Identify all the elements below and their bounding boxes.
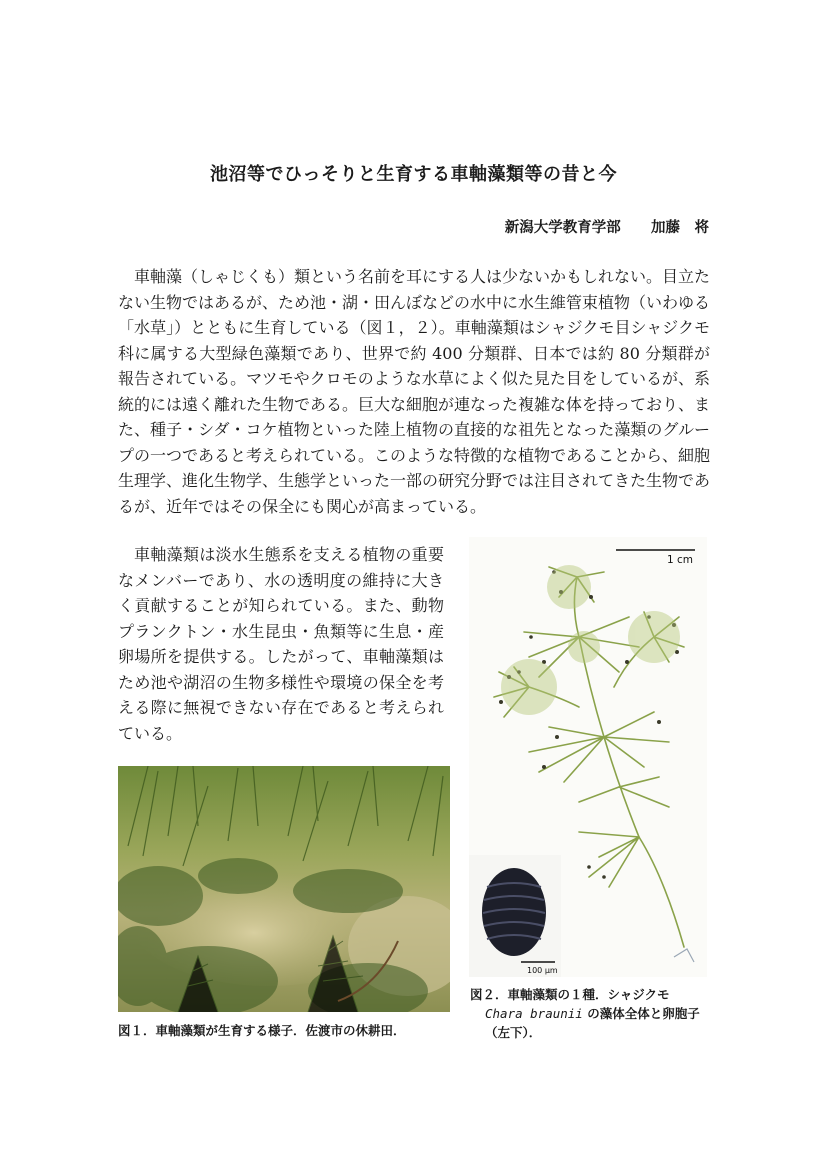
species-name: Chara braunii <box>485 1006 583 1021</box>
figure-1-photo <box>118 766 450 1012</box>
body-paragraph-1: 車軸藻（しゃじくも）類という名前を耳にする人は少ないかもしれない。目立たない生物ではあるが、ため池・湖・田んぼなどの水中に水生維管束植物（いわゆる「水草」）とともに生育している（図１，２）。車軸藻類はシャジクモ目シャジクモ科に属する大型緑色藻類であり、世界で約 400 分類群、日本では約 80 分類群が報告されている。マツモやクロモのような水草によく似た見た目をしているが、系統的には遠く離れた生物である。巨大な細胞が連なった複雑な体を持っており、また、種子・シダ・コケ植物といった陸上植物の直接的な祖先となった藻類のグループの一つであると考えられている。このような特徴的な植物であることから、細胞生理学、進化生物学、生態学といった一部の研究分野では注目されてきた生物であるが、近年ではその保全にも関心が高まっている。 <box>118 267 711 516</box>
figure-2-caption <box>470 985 710 1042</box>
figure-2-specimen <box>469 537 707 977</box>
author-name: 加藤 将 <box>651 220 709 236</box>
figure-2-caption-part1: 図２．車軸藻類の１種．シャジクモ <box>470 987 670 1002</box>
page-title: 池沼等でひっそりと生育する車軸藻類等の昔と今 <box>210 164 617 185</box>
figure-2-caption-part2: の藻体全体と卵胞子（左下）． <box>485 1006 700 1040</box>
figure-1-caption: 図１．車軸藻類が生育する様子．佐渡市の休耕田． <box>118 1023 406 1038</box>
scale-bar-label: 1 cm <box>667 554 694 566</box>
author-affiliation: 新潟大学教育学部 <box>504 220 621 236</box>
body-paragraph-2: 車軸藻類は淡水生態系を支える植物の重要なメンバーであり、水の透明度の維持に大きく貢献することが知られている。また、動物プランクトン・水生昆虫・魚類等に生息・産卵場所を提供する。したがって、車軸藻類はため池や湖沼の生物多様性や環境の保全を考える際に無視できない存在であると考えられている。 <box>118 545 444 743</box>
inset-scale-label: 100 µm <box>527 966 558 975</box>
author-line <box>505 216 709 237</box>
